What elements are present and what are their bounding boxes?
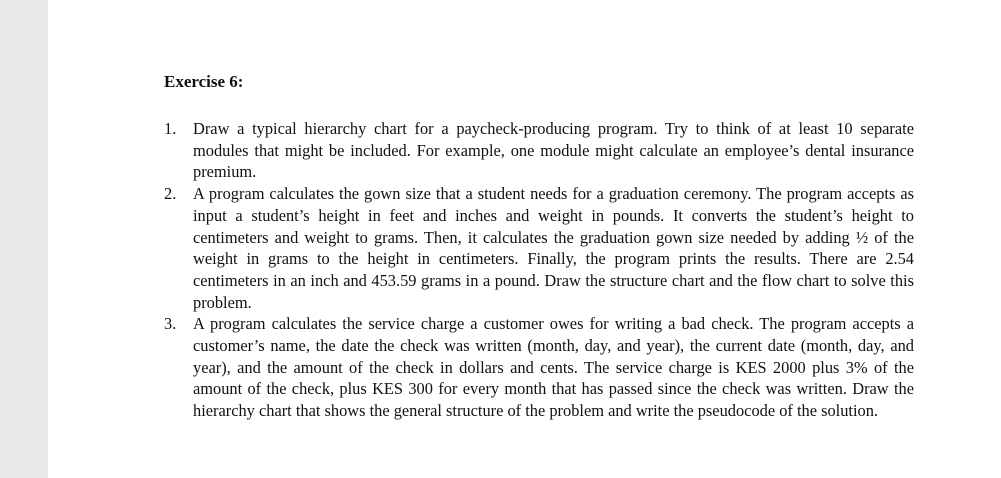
item-text: A program calculates the gown size that a student needs for a graduation ceremony. The program accepts as input a student’s height in feet and inches and weight in pounds. It converts the student’s height to centimeters and weight to grams. Then, it calculates the graduation gown size needed by adding ½ of the weight in grams to the height in centimeters. Finally, the program prints the results. There are 2.54 centimeters in an inch and 453.59 grams in a pound. Draw the structure chart and the flow chart to solve this problem. xyxy=(193,184,914,312)
exercise-item-1 xyxy=(164,118,914,183)
item-number: 1. xyxy=(164,119,177,138)
exercise-list xyxy=(164,118,914,422)
exercise-item-2 xyxy=(164,183,914,313)
exercise-item-3 xyxy=(164,313,914,422)
item-text: A program calculates the service charge a customer owes for writing a bad check. The program accepts a customer’s name, the date the check was written (month, day, and year), the current date (month, day, and year), and the amount of the check in dollars and cents. The service charge is KES 2000 plus 3% of the amount of the check, plus KES 300 for every month that has passed since the check was written. Draw the hierarchy chart that shows the general structure of the problem and write the pseudocode of the solution. xyxy=(193,314,914,421)
exercise-heading: Exercise 6: xyxy=(164,72,244,91)
item-number: 2. xyxy=(164,184,177,204)
item-text: Draw a typical hierarchy chart for a paycheck-producing program. Try to think of at least 10 separate modules that might be included. For example, one module might calculate an employee’s dental insurance premium. xyxy=(193,119,914,182)
item-number: 3. xyxy=(164,314,177,334)
